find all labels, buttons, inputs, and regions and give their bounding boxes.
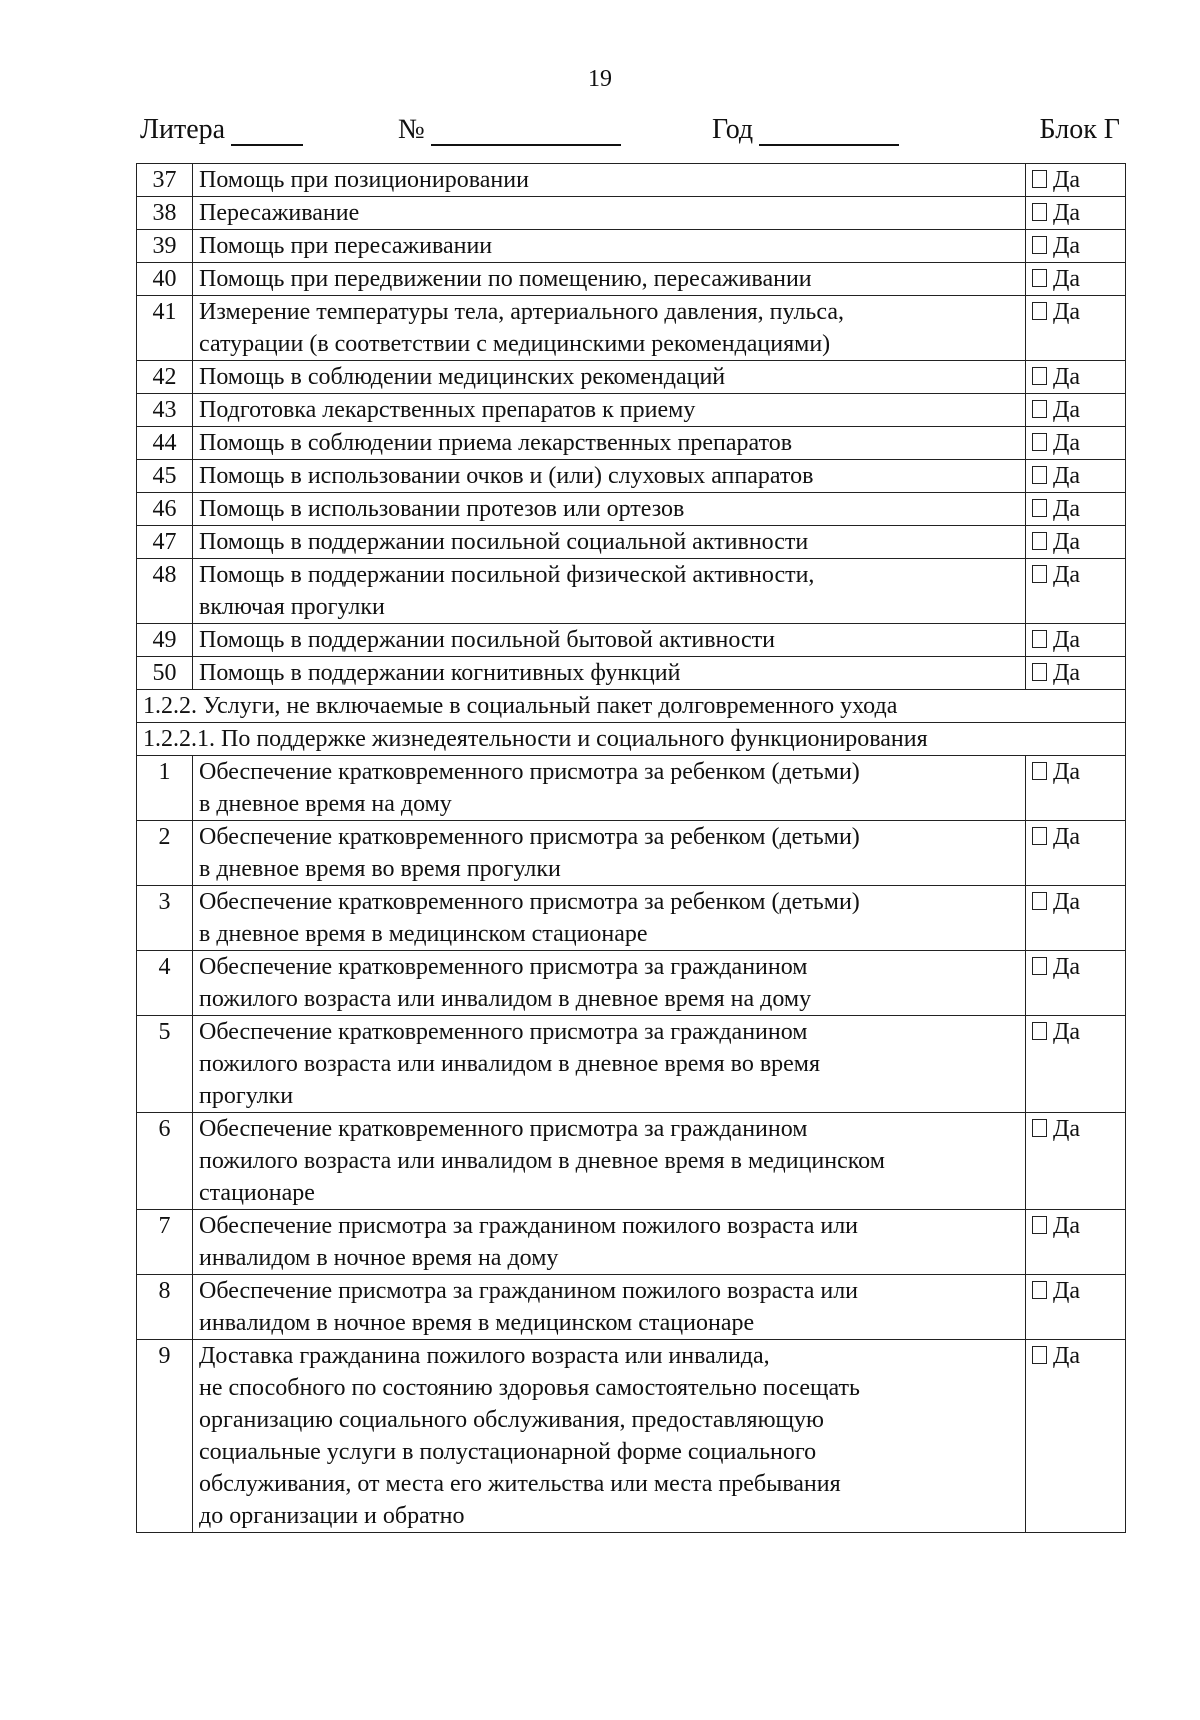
table-row	[137, 821, 1126, 886]
checkbox-icon[interactable]	[1032, 466, 1047, 484]
row-number: 40	[137, 263, 193, 296]
table-row	[137, 394, 1126, 427]
table-row	[137, 526, 1126, 559]
checkbox-label: Да	[1053, 824, 1081, 850]
table-row	[137, 263, 1126, 296]
service-name: Помощь в поддержании посильной физической активности, включая прогулки	[193, 559, 1026, 624]
services-table	[136, 163, 1126, 1533]
checkbox-label: Да	[1053, 1213, 1081, 1239]
row-number: 44	[137, 427, 193, 460]
year-field	[712, 114, 899, 146]
row-number: 46	[137, 493, 193, 526]
checkbox-icon[interactable]	[1032, 170, 1047, 188]
section-row	[137, 690, 1126, 723]
service-name: Помощь в поддержании посильной бытовой активности	[193, 624, 1026, 657]
service-name: Обеспечение кратковременного присмотра за гражданином пожилого возраста или инвалидом в дневное время во время прогулки	[193, 1016, 1026, 1113]
table-row	[137, 951, 1126, 1016]
checkbox-label: Да	[1053, 954, 1081, 980]
checkbox-label: Да	[1053, 266, 1081, 292]
checkbox-label: Да	[1053, 529, 1081, 555]
row-number: 39	[137, 230, 193, 263]
checkbox-label: Да	[1053, 889, 1081, 915]
service-name: Помощь в соблюдении медицинских рекомендаций	[193, 361, 1026, 394]
checkbox-icon[interactable]	[1032, 1119, 1047, 1137]
yes-checkbox-cell[interactable]	[1026, 821, 1126, 886]
row-number: 6	[137, 1113, 193, 1210]
row-number: 7	[137, 1210, 193, 1275]
row-number: 8	[137, 1275, 193, 1340]
checkbox-label: Да	[1053, 1278, 1081, 1304]
checkbox-icon[interactable]	[1032, 499, 1047, 517]
checkbox-icon[interactable]	[1032, 1216, 1047, 1234]
service-name: Обеспечение присмотра за гражданином пожилого возраста или инвалидом в ночное время в медицинском стационаре	[193, 1275, 1026, 1340]
yes-checkbox-cell[interactable]	[1026, 657, 1126, 690]
checkbox-icon[interactable]	[1032, 269, 1047, 287]
yes-checkbox-cell[interactable]	[1026, 1210, 1126, 1275]
checkbox-icon[interactable]	[1032, 957, 1047, 975]
table-row	[137, 1113, 1126, 1210]
table-row	[137, 230, 1126, 263]
checkbox-icon[interactable]	[1032, 630, 1047, 648]
service-name: Обеспечение присмотра за гражданином пожилого возраста или инвалидом в ночное время на дому	[193, 1210, 1026, 1275]
checkbox-icon[interactable]	[1032, 532, 1047, 550]
table-row	[137, 460, 1126, 493]
row-number: 42	[137, 361, 193, 394]
checkbox-icon[interactable]	[1032, 302, 1047, 320]
checkbox-icon[interactable]	[1032, 762, 1047, 780]
year-label: Год	[712, 114, 754, 145]
table-row	[137, 1016, 1126, 1113]
yes-checkbox-cell[interactable]	[1026, 164, 1126, 197]
checkbox-label: Да	[1053, 364, 1081, 390]
yes-checkbox-cell[interactable]	[1026, 559, 1126, 624]
checkbox-icon[interactable]	[1032, 1281, 1047, 1299]
table-row	[137, 886, 1126, 951]
row-number: 48	[137, 559, 193, 624]
row-number: 50	[137, 657, 193, 690]
checkbox-label: Да	[1053, 1343, 1081, 1369]
row-number: 4	[137, 951, 193, 1016]
number-blank[interactable]	[431, 118, 621, 146]
service-name: Помощь при передвижении по помещению, пересаживании	[193, 263, 1026, 296]
checkbox-icon[interactable]	[1032, 400, 1047, 418]
yes-checkbox-cell[interactable]	[1026, 197, 1126, 230]
service-name: Измерение температуры тела, артериального давления, пульса, сатурации (в соответствии с медицинскими рекомендациями)	[193, 296, 1026, 361]
table-row	[137, 493, 1126, 526]
page-number: 19	[588, 66, 612, 92]
block-label: Блок Г	[1039, 114, 1120, 145]
form-header	[140, 114, 1120, 148]
service-name: Обеспечение кратковременного присмотра за гражданином пожилого возраста или инвалидом в дневное время на дому	[193, 951, 1026, 1016]
row-number: 5	[137, 1016, 193, 1113]
service-name: Обеспечение кратковременного присмотра за ребенком (детьми) в дневное время во время прогулки	[193, 821, 1026, 886]
checkbox-label: Да	[1053, 200, 1081, 226]
row-number: 45	[137, 460, 193, 493]
checkbox-icon[interactable]	[1032, 433, 1047, 451]
checkbox-label: Да	[1053, 496, 1081, 522]
yes-checkbox-cell[interactable]	[1026, 1275, 1126, 1340]
table-row	[137, 657, 1126, 690]
yes-checkbox-cell[interactable]	[1026, 296, 1126, 361]
checkbox-label: Да	[1053, 397, 1081, 423]
checkbox-label: Да	[1053, 627, 1081, 653]
row-number: 47	[137, 526, 193, 559]
yes-checkbox-cell[interactable]	[1026, 1340, 1126, 1533]
services-table-sections	[137, 690, 1126, 756]
yes-checkbox-cell[interactable]	[1026, 230, 1126, 263]
row-number: 37	[137, 164, 193, 197]
yes-checkbox-cell[interactable]	[1026, 1113, 1126, 1210]
number-label: №	[398, 114, 425, 145]
row-number: 1	[137, 756, 193, 821]
yes-checkbox-cell[interactable]	[1026, 493, 1126, 526]
service-name: Помощь при пересаживании	[193, 230, 1026, 263]
yes-checkbox-cell[interactable]	[1026, 394, 1126, 427]
service-name: Доставка гражданина пожилого возраста или инвалида, не способного по состоянию здоровья самостоятельно посещать организацию социального обслуживания, предоставляющую социальные услуги в полустационарной форме социального обслуживания, от места его жительства или места пребывания до организации и обратно	[193, 1340, 1026, 1533]
yes-checkbox-cell[interactable]	[1026, 756, 1126, 821]
services-table-bottom	[137, 756, 1126, 1533]
number-field	[398, 114, 621, 146]
table-row	[137, 427, 1126, 460]
checkbox-label: Да	[1053, 562, 1081, 588]
row-number: 49	[137, 624, 193, 657]
section-row	[137, 723, 1126, 756]
checkbox-icon[interactable]	[1032, 1346, 1047, 1364]
litera-label: Литера	[140, 114, 226, 145]
row-number: 2	[137, 821, 193, 886]
table-row	[137, 1340, 1126, 1533]
service-name: Помощь при позиционировании	[193, 164, 1026, 197]
service-name: Помощь в поддержании когнитивных функций	[193, 657, 1026, 690]
row-number: 43	[137, 394, 193, 427]
checkbox-icon[interactable]	[1032, 1022, 1047, 1040]
yes-checkbox-cell[interactable]	[1026, 460, 1126, 493]
services-table-top	[137, 164, 1126, 690]
row-number: 3	[137, 886, 193, 951]
row-number: 9	[137, 1340, 193, 1533]
table-row	[137, 361, 1126, 394]
checkbox-label: Да	[1053, 1019, 1081, 1045]
checkbox-label: Да	[1053, 1116, 1081, 1142]
checkbox-icon[interactable]	[1032, 203, 1047, 221]
service-name: Подготовка лекарственных препаратов к приему	[193, 394, 1026, 427]
service-name: Помощь в использовании очков и (или) слуховых аппаратов	[193, 460, 1026, 493]
service-name: Обеспечение кратковременного присмотра за ребенком (детьми) в дневное время на дому	[193, 756, 1026, 821]
yes-checkbox-cell[interactable]	[1026, 951, 1126, 1016]
table-row	[137, 1210, 1126, 1275]
table-row	[137, 624, 1126, 657]
checkbox-label: Да	[1053, 167, 1081, 193]
table-row	[137, 296, 1126, 361]
yes-checkbox-cell[interactable]	[1026, 886, 1126, 951]
checkbox-icon[interactable]	[1032, 827, 1047, 845]
yes-checkbox-cell[interactable]	[1026, 624, 1126, 657]
table-row	[137, 1275, 1126, 1340]
checkbox-icon[interactable]	[1032, 663, 1047, 681]
row-number: 38	[137, 197, 193, 230]
checkbox-label: Да	[1053, 759, 1081, 785]
checkbox-icon[interactable]	[1032, 565, 1047, 583]
service-name: Обеспечение кратковременного присмотра за ребенком (детьми) в дневное время в медицинском стационаре	[193, 886, 1026, 951]
checkbox-label: Да	[1053, 660, 1081, 686]
service-name: Помощь в использовании протезов или ортезов	[193, 493, 1026, 526]
service-name: Обеспечение кратковременного присмотра за гражданином пожилого возраста или инвалидом в дневное время в медицинском стационаре	[193, 1113, 1026, 1210]
litera-field	[140, 114, 303, 146]
table-row	[137, 164, 1126, 197]
service-name: Помощь в соблюдении приема лекарственных препаратов	[193, 427, 1026, 460]
section-heading-1-2-2: 1.2.2. Услуги, не включаемые в социальный пакет долговременного ухода	[137, 690, 1126, 723]
checkbox-label: Да	[1053, 430, 1081, 456]
yes-checkbox-cell[interactable]	[1026, 263, 1126, 296]
litera-blank[interactable]	[231, 118, 303, 146]
checkbox-label: Да	[1053, 233, 1081, 259]
row-number: 41	[137, 296, 193, 361]
yes-checkbox-cell[interactable]	[1026, 361, 1126, 394]
section-heading-1-2-2-1: 1.2.2.1. По поддержке жизнедеятельности и социального функционирования	[137, 723, 1126, 756]
checkbox-icon[interactable]	[1032, 367, 1047, 385]
checkbox-label: Да	[1053, 463, 1081, 489]
checkbox-label: Да	[1053, 299, 1081, 325]
service-name: Помощь в поддержании посильной социальной активности	[193, 526, 1026, 559]
year-blank[interactable]	[759, 118, 899, 146]
checkbox-icon[interactable]	[1032, 892, 1047, 910]
yes-checkbox-cell[interactable]	[1026, 1016, 1126, 1113]
service-name: Пересаживание	[193, 197, 1026, 230]
yes-checkbox-cell[interactable]	[1026, 427, 1126, 460]
checkbox-icon[interactable]	[1032, 236, 1047, 254]
table-row	[137, 756, 1126, 821]
table-row	[137, 197, 1126, 230]
yes-checkbox-cell[interactable]	[1026, 526, 1126, 559]
table-row	[137, 559, 1126, 624]
